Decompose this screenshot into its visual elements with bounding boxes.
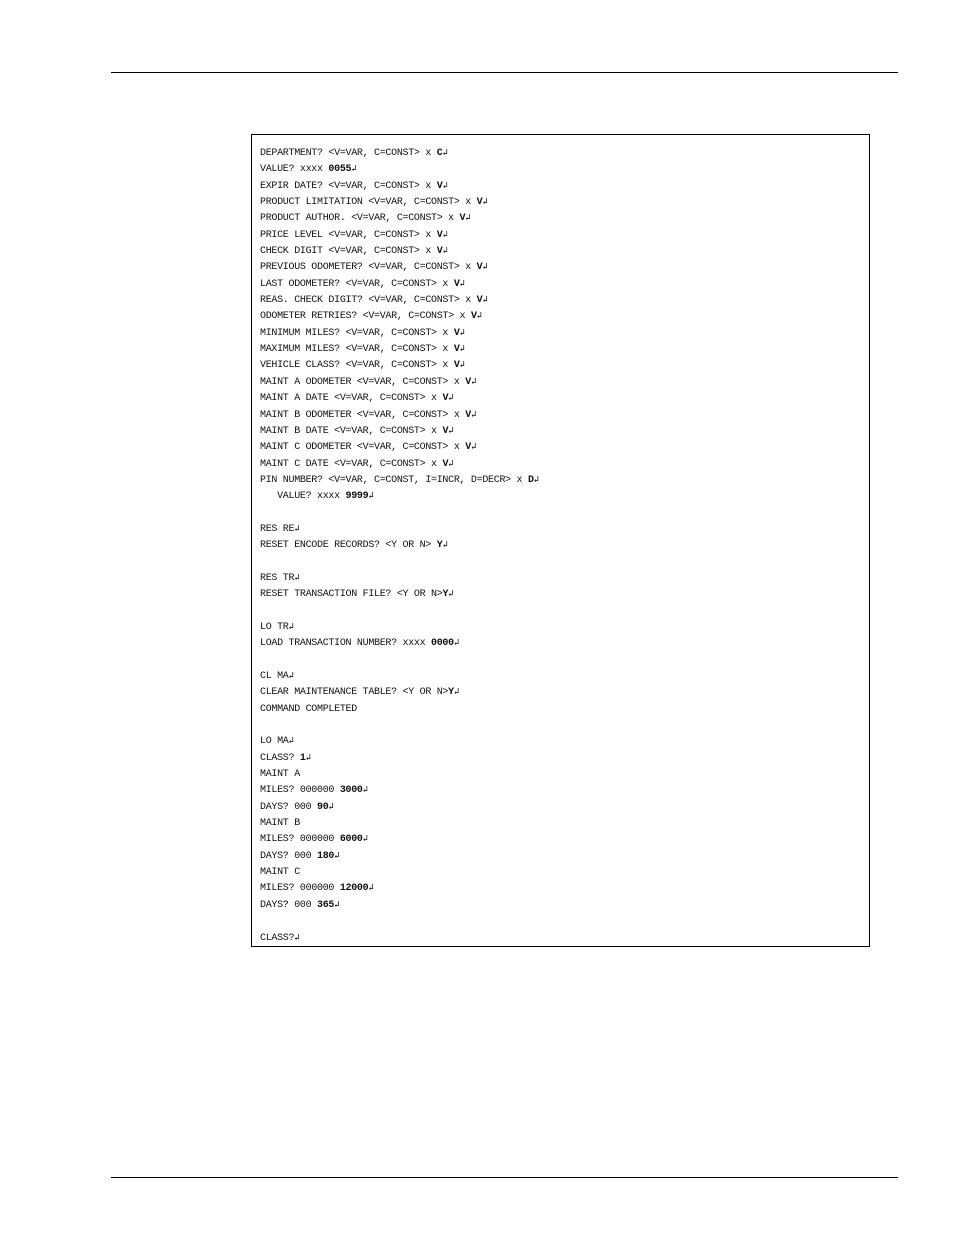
return-key-icon: ↲ xyxy=(328,801,334,812)
terminal-line xyxy=(260,782,863,798)
terminal-line xyxy=(260,161,863,177)
terminal-line xyxy=(260,227,863,243)
user-entry: Y xyxy=(436,540,443,552)
terminal-line xyxy=(260,554,863,570)
prompt-text: RES TR xyxy=(260,572,295,584)
prompt-text: LOAD TRANSACTION NUMBER? xxxx xyxy=(260,638,432,650)
user-entry: D xyxy=(527,474,534,486)
prompt-text: DAYS? 000 xyxy=(260,801,318,813)
prompt-text: MAINT A DATE <V=VAR, C=CONST> x xyxy=(260,393,443,405)
prompt-text: CLEAR MAINTENANCE TABLE? <Y OR N> xyxy=(260,687,449,699)
return-key-icon: ↲ xyxy=(294,523,300,534)
prompt-text: MILES? 000000 xyxy=(260,785,340,797)
terminal-line xyxy=(260,635,863,651)
user-entry: 90 xyxy=(317,801,329,813)
prompt-text: PRODUCT LIMITATION <V=VAR, C=CONST> x xyxy=(260,197,477,209)
terminal-line xyxy=(260,913,863,929)
return-key-icon: ↲ xyxy=(533,474,539,485)
return-key-icon: ↲ xyxy=(453,638,459,649)
prompt-text: PRODUCT AUTHOR. <V=VAR, C=CONST> x xyxy=(260,213,460,225)
return-key-icon: ↲ xyxy=(442,148,448,158)
terminal-line xyxy=(260,341,863,357)
header-rule xyxy=(111,72,898,73)
terminal-line xyxy=(260,750,863,766)
prompt-text: MILES? 000000 xyxy=(260,834,340,846)
return-key-icon: ↲ xyxy=(442,180,448,191)
footer-rule xyxy=(111,1177,898,1178)
return-key-icon: ↲ xyxy=(470,376,477,387)
prompt-text: VALUE? xxxx xyxy=(260,491,346,503)
return-key-icon: ↲ xyxy=(448,425,454,436)
prompt-text: DEPARTMENT? <V=VAR, C=CONST> x xyxy=(260,148,437,159)
user-entry: V xyxy=(436,229,443,241)
terminal-line xyxy=(260,668,863,684)
prompt-text: MAINT A xyxy=(260,769,300,781)
user-entry: V xyxy=(436,246,443,258)
terminal-line xyxy=(260,717,863,733)
terminal-line xyxy=(260,292,863,308)
return-key-icon: ↲ xyxy=(459,360,465,371)
terminal-line xyxy=(260,210,863,226)
user-entry: V xyxy=(453,360,460,372)
return-key-icon: ↲ xyxy=(294,572,300,583)
prompt-text: COMMAND COMPLETED xyxy=(260,703,357,715)
prompt-text: PREVIOUS ODOMETER? <V=VAR, C=CONST> x xyxy=(260,262,477,274)
user-entry: V xyxy=(453,278,460,290)
terminal-line xyxy=(260,357,863,373)
user-entry: V xyxy=(470,311,477,323)
return-key-icon: ↲ xyxy=(442,246,448,257)
user-entry: V xyxy=(465,442,471,454)
prompt-text: MAINT B DATE <V=VAR, C=CONST> x xyxy=(260,425,443,437)
terminal-line xyxy=(260,423,863,439)
terminal-line xyxy=(260,684,863,700)
user-entry: V xyxy=(453,344,460,356)
prompt-text: MAINT C DATE <V=VAR, C=CONST> x xyxy=(260,458,443,470)
prompt-text: MAINT B xyxy=(260,818,300,830)
terminal-session-box xyxy=(251,134,870,947)
user-entry: V xyxy=(442,393,449,405)
prompt-text: LO MA xyxy=(260,736,289,748)
return-key-icon: ↲ xyxy=(442,540,448,551)
user-entry: V xyxy=(442,425,449,437)
terminal-line xyxy=(260,815,863,831)
return-key-icon: ↲ xyxy=(470,442,477,453)
prompt-text: DAYS? 000 xyxy=(260,899,318,911)
prompt-text: PRICE LEVEL <V=VAR, C=CONST> x xyxy=(260,229,437,241)
return-key-icon: ↲ xyxy=(362,834,368,845)
terminal-line xyxy=(260,390,863,406)
return-key-icon: ↲ xyxy=(448,393,454,404)
terminal-line xyxy=(260,799,863,815)
prompt-text: CLASS? xyxy=(260,932,295,944)
prompt-text: VALUE? xxxx xyxy=(260,164,329,176)
prompt-text: MAINT C xyxy=(260,867,300,879)
terminal-line xyxy=(260,456,863,472)
prompt-text: RESET TRANSACTION FILE? <Y OR N> xyxy=(260,589,443,601)
prompt-text: VEHICLE CLASS? <V=VAR, C=CONST> x xyxy=(260,360,454,372)
prompt-text: MAXIMUM MILES? <V=VAR, C=CONST> x xyxy=(260,344,454,356)
user-entry: 3000 xyxy=(339,785,363,797)
user-entry: V xyxy=(459,213,466,225)
terminal-line xyxy=(260,521,863,537)
return-key-icon: ↲ xyxy=(459,327,465,338)
return-key-icon: ↲ xyxy=(368,491,374,502)
prompt-text: MILES? 000000 xyxy=(260,883,340,895)
terminal-line xyxy=(260,194,863,210)
user-entry: V xyxy=(465,376,471,388)
prompt-text: DAYS? 000 xyxy=(260,850,318,862)
prompt-text: RES RE xyxy=(260,523,295,535)
return-key-icon: ↲ xyxy=(482,262,488,273)
terminal-line xyxy=(260,733,863,749)
terminal-line xyxy=(260,537,863,553)
terminal-line xyxy=(260,897,863,913)
terminal-line xyxy=(260,848,863,864)
return-key-icon: ↲ xyxy=(288,621,294,632)
terminal-line xyxy=(260,145,863,161)
user-entry: Y xyxy=(448,687,454,699)
return-key-icon: ↲ xyxy=(482,197,488,208)
terminal-line xyxy=(260,880,863,896)
user-entry: 1 xyxy=(299,752,306,764)
user-entry: V xyxy=(453,327,460,339)
return-key-icon: ↲ xyxy=(334,850,340,861)
return-key-icon: ↲ xyxy=(362,785,368,796)
user-entry: 0000 xyxy=(431,638,454,650)
return-key-icon: ↲ xyxy=(453,687,459,698)
terminal-line xyxy=(260,652,863,668)
prompt-text: REAS. CHECK DIGIT? <V=VAR, C=CONST> x xyxy=(260,295,477,307)
terminal-line xyxy=(260,243,863,259)
terminal-line xyxy=(260,178,863,194)
return-key-icon: ↲ xyxy=(476,311,482,322)
terminal-line xyxy=(260,488,863,504)
return-key-icon: ↲ xyxy=(288,671,294,681)
return-key-icon: ↲ xyxy=(465,213,471,224)
terminal-line xyxy=(260,308,863,324)
user-entry: V xyxy=(476,262,483,274)
terminal-line xyxy=(260,766,863,782)
user-entry: V xyxy=(436,180,443,192)
terminal-line xyxy=(260,831,863,847)
return-key-icon: ↲ xyxy=(294,932,300,943)
user-entry: V xyxy=(476,197,483,209)
return-key-icon: ↲ xyxy=(482,295,488,306)
return-key-icon: ↲ xyxy=(334,899,340,910)
prompt-text: MAINT B ODOMETER <V=VAR, C=CONST> x xyxy=(260,409,466,421)
return-key-icon: ↲ xyxy=(448,589,454,600)
user-entry: 12000 xyxy=(339,883,369,895)
terminal-line xyxy=(260,407,863,423)
user-entry: 0055 xyxy=(328,164,352,176)
return-key-icon: ↲ xyxy=(368,883,374,894)
terminal-line xyxy=(260,472,863,488)
terminal-line xyxy=(260,325,863,341)
terminal-line xyxy=(260,276,863,292)
terminal-line xyxy=(260,701,863,717)
terminal-line xyxy=(260,570,863,586)
prompt-text: CLASS? xyxy=(260,752,300,764)
terminal-line xyxy=(260,259,863,275)
prompt-text: MAINT C ODOMETER <V=VAR, C=CONST> x xyxy=(260,442,466,454)
prompt-text: PIN NUMBER? <V=VAR, C=CONST, I=INCR, D=DECR> x xyxy=(260,474,528,486)
return-key-icon: ↲ xyxy=(442,229,448,240)
prompt-text: LAST ODOMETER? <V=VAR, C=CONST> x xyxy=(260,278,454,290)
return-key-icon: ↲ xyxy=(459,344,465,355)
user-entry: V xyxy=(476,295,483,307)
return-key-icon: ↲ xyxy=(288,736,294,747)
prompt-text: CHECK DIGIT <V=VAR, C=CONST> x xyxy=(260,246,437,258)
return-key-icon: ↲ xyxy=(305,752,311,763)
prompt-text: EXPIR DATE? <V=VAR, C=CONST> x xyxy=(260,180,437,192)
return-key-icon: ↲ xyxy=(459,278,465,289)
terminal-line xyxy=(260,930,863,946)
terminal-line xyxy=(260,864,863,880)
user-entry: 180 xyxy=(317,850,335,862)
terminal-line xyxy=(260,619,863,635)
return-key-icon: ↲ xyxy=(470,409,477,420)
terminal-line xyxy=(260,374,863,390)
user-entry: 365 xyxy=(317,899,335,911)
prompt-text: LO TR xyxy=(260,621,289,633)
terminal-lines xyxy=(260,145,863,946)
user-entry: V xyxy=(465,409,471,421)
user-entry: C xyxy=(436,148,443,159)
user-entry: 6000 xyxy=(339,834,363,846)
terminal-line xyxy=(260,505,863,521)
return-key-icon: ↲ xyxy=(448,458,454,469)
prompt-text: MINIMUM MILES? <V=VAR, C=CONST> x xyxy=(260,327,454,339)
prompt-text: ODOMETER RETRIES? <V=VAR, C=CONST> x xyxy=(260,311,471,323)
prompt-text: CL MA xyxy=(260,671,289,682)
user-entry: Y xyxy=(442,589,449,601)
terminal-line xyxy=(260,586,863,602)
user-entry: 9999 xyxy=(345,491,369,503)
return-key-icon: ↲ xyxy=(351,164,357,175)
user-entry: V xyxy=(442,458,449,470)
terminal-line xyxy=(260,439,863,455)
terminal-line xyxy=(260,603,863,619)
prompt-text: RESET ENCODE RECORDS? <Y OR N> xyxy=(260,540,437,552)
prompt-text: MAINT A ODOMETER <V=VAR, C=CONST> x xyxy=(260,376,466,388)
